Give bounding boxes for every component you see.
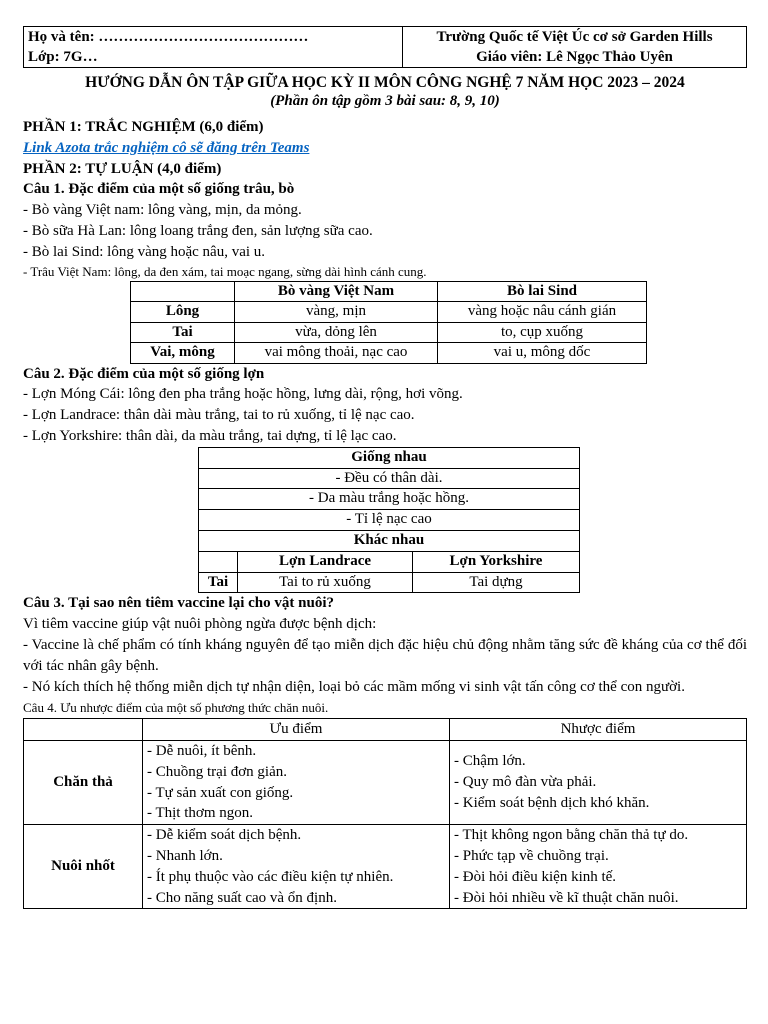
table-header-cell — [24, 719, 143, 741]
q1-line: - Bò lai Sind: lông vàng hoặc nâu, vai u. — [23, 243, 266, 260]
q1-line: - Bò vàng Việt nam: lông vàng, mịn, da mỏng. — [23, 202, 302, 219]
q2-heading: Câu 2. Đặc điểm của một số giống lợn — [23, 365, 265, 382]
header-table — [23, 26, 747, 68]
table-row — [24, 740, 747, 824]
diff-col-header: Lợn Yorkshire — [413, 551, 580, 572]
table-header-cell: Nhược điểm — [450, 719, 747, 741]
same-header: Giống nhau — [199, 447, 580, 468]
class-line: Lớp: 7G… — [28, 49, 98, 65]
list-item: - Thịt thơm ngon. — [147, 805, 253, 822]
table-header-cell: Bò lai Sind — [438, 281, 647, 302]
table-cell: Tai to rủ xuống — [238, 572, 413, 593]
table-cell: Tai dựng — [413, 572, 580, 593]
list-item: - Chậm lớn. — [454, 753, 526, 770]
azota-link[interactable]: Link Azota trắc nghiệm cô sẽ đăng trên Teams — [23, 139, 310, 156]
q2-line: - Lợn Yorkshire: thân dài, da màu trắng, tai dựng, tỉ lệ lạc cao. — [23, 427, 397, 444]
list-item: - Ít phụ thuộc vào các điều kiện tự nhiên. — [147, 868, 394, 885]
table-row — [24, 825, 747, 909]
table-cell: vai u, mông dốc — [438, 343, 647, 364]
q4-heading: Câu 4. Ưu nhược điểm của một số phương thức chăn nuôi. — [23, 700, 329, 716]
part2-heading: PHẦN 2: TỰ LUẬN (4,0 điểm) — [23, 160, 222, 177]
q1-heading: Câu 1. Đặc điểm của một số giống trâu, bò — [23, 181, 295, 198]
empty-cell — [199, 551, 238, 572]
list-item: - Cho năng suất cao và ổn định. — [147, 889, 337, 906]
teacher-name: Giáo viên: Lê Ngọc Thảo Uyên — [476, 49, 673, 65]
school-name: Trường Quốc tế Việt Úc cơ sở Garden Hills — [436, 29, 713, 45]
list-item: - Nhanh lớn. — [147, 847, 223, 864]
table-row — [199, 572, 580, 593]
list-item: - Đòi hỏi nhiều về kĩ thuật chăn nuôi. — [454, 889, 679, 906]
school-info-cell — [403, 27, 747, 68]
q2-line: - Lợn Landrace: thân dài màu trắng, tai to rủ xuống, tỉ lệ nạc cao. — [23, 407, 415, 424]
farming-methods-table — [23, 718, 747, 909]
student-info-cell — [24, 27, 403, 68]
row-label: Tai — [199, 572, 238, 593]
table-row — [131, 343, 647, 364]
list-item: - Thịt không ngon bằng chăn thả tự do. — [454, 827, 689, 844]
list-item: - Dễ nuôi, ít bênh. — [147, 742, 257, 759]
list-item: - Phức tạp về chuồng trại. — [454, 847, 609, 864]
q3-paragraph: - Vaccine là chế phẩm có tính kháng nguyên để tạo miễn dịch đặc hiệu chủ động nhằm tăng sức đề kháng của cơ thể đối với tác nhân gây bệnh. — [23, 637, 747, 675]
table-cell: vàng hoặc nâu cánh gián — [438, 302, 647, 323]
row-label: Tai — [131, 322, 235, 343]
pros-cell — [143, 825, 450, 909]
q1-small-line: - Trâu Việt Nam: lông, da đen xám, tai moạc ngang, sừng dài hình cánh cung. — [23, 263, 427, 279]
diff-col-header: Lợn Landrace — [238, 551, 413, 572]
cons-cell — [450, 740, 747, 824]
list-item: - Tự sản xuất con giống. — [147, 784, 294, 801]
cons-cell — [450, 825, 747, 909]
table-header-cell: Bò vàng Việt Nam — [235, 281, 438, 302]
q1-line: - Bò sữa Hà Lan: lông loang trắng đen, sản lượng sữa cao. — [23, 222, 373, 239]
student-name-line: Họ và tên: …………………………………… — [28, 29, 309, 45]
q3-heading: Câu 3. Tại sao nên tiêm vaccine lại cho vật nuôi? — [23, 595, 334, 612]
list-item: - Kiểm soát bệnh dịch khó khăn. — [454, 794, 650, 811]
part1-heading: PHẦN 1: TRẮC NGHIỆM (6,0 điểm) — [23, 119, 264, 135]
row-label: Vai, mông — [131, 343, 235, 364]
q2-line: - Lợn Móng Cái: lông đen pha trắng hoặc hồng, lưng dài, rộng, hơi võng. — [23, 386, 463, 403]
table-cell: to, cụp xuống — [438, 322, 647, 343]
document-subtitle: (Phần ôn tập gồm 3 bài sau: 8, 9, 10) — [270, 93, 500, 109]
row-label: Nuôi nhốt — [24, 825, 143, 909]
same-item: - Da màu trắng hoặc hồng. — [199, 489, 580, 510]
row-label: Lông — [131, 302, 235, 323]
list-item: - Dễ kiểm soát dịch bệnh. — [147, 827, 302, 844]
list-item: - Quy mô đàn vừa phải. — [454, 774, 597, 791]
same-item: - Tỉ lệ nạc cao — [199, 510, 580, 531]
q3-intro: Vì tiêm vaccine giúp vật nuôi phòng ngừa được bệnh dịch: — [23, 616, 377, 633]
table-header-cell — [131, 281, 235, 302]
same-item: - Đều có thân dài. — [199, 468, 580, 489]
table-cell: vàng, mịn — [235, 302, 438, 323]
table-cell: vai mông thoải, nạc cao — [235, 343, 438, 364]
document-title: HƯỚNG DẪN ÔN TẬP GIỮA HỌC KỲ II MÔN CÔNG NGHỆ 7 NĂM HỌC 2023 – 2024 — [85, 74, 685, 91]
list-item: - Chuồng trại đơn giản. — [147, 763, 287, 780]
document-page — [23, 26, 747, 909]
table-header-cell: Ưu điểm — [143, 719, 450, 741]
q3-paragraph: - Nó kích thích hệ thống miễn dịch tự nhận diện, loại bỏ các mầm mống vi sinh vật tấn công cơ thể con người. — [23, 679, 685, 696]
table-cell: vừa, dỏng lên — [235, 322, 438, 343]
list-item: - Đòi hỏi điều kiện kinh tế. — [454, 868, 617, 885]
pros-cell — [143, 740, 450, 824]
table-row — [131, 322, 647, 343]
diff-header: Khác nhau — [199, 530, 580, 551]
row-label: Chăn thả — [24, 740, 143, 824]
table-row — [131, 302, 647, 323]
cattle-comparison-table — [130, 281, 647, 364]
pig-comparison-table — [198, 447, 580, 594]
